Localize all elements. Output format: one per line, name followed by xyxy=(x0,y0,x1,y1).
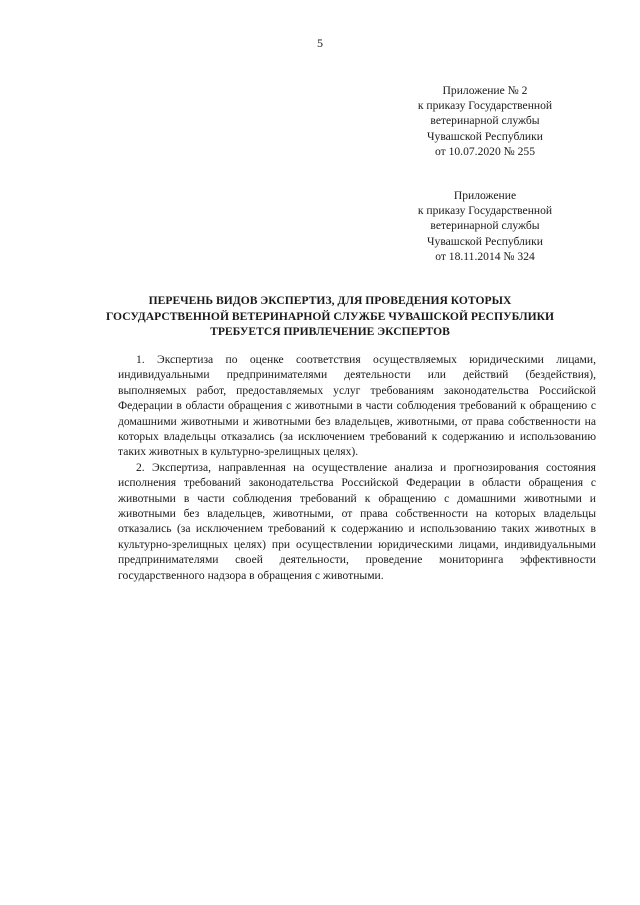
title-line: ПЕРЕЧЕНЬ ВИДОВ ЭКСПЕРТИЗ, ДЛЯ ПРОВЕДЕНИЯ КОТОРЫХ xyxy=(148,294,512,307)
appendix-line: к приказу Государственной xyxy=(417,99,553,113)
document-body xyxy=(118,352,596,583)
title-line: ГОСУДАРСТВЕННОЙ ВЕТЕРИНАРНОЙ СЛУЖБЕ ЧУВАШСКОЙ РЕСПУБЛИКИ xyxy=(105,309,555,323)
appendix-line: ветеринарной службы xyxy=(430,219,540,233)
appendix-line: Чувашской Республики xyxy=(427,234,543,248)
appendix-line: от 10.07.2020 № 255 xyxy=(434,144,536,158)
appendix-line: Чувашской Республики xyxy=(427,129,543,143)
list-item: 2. Экспертиза, направленная на осуществление анализа и прогнозирования состояния исполнения требований законодательства Российской Федерации в области обращения с животными в части соблюдения требований к обращению с домашними животными и животными без владельцев, животными, от права собственности на которых владельцы отказались (за исключением требований к содержанию и использованию таких животных в культурно-зрелищных целях) при осуществлении юридическими лицами, индивидуальными предпринимателями своей деятельности, проведение мониторинга эффективности государственного надзора в обращения с животными. xyxy=(118,460,596,582)
appendix-block-original xyxy=(396,188,574,264)
appendix-line: ветеринарной службы xyxy=(430,114,540,128)
appendix-block-current xyxy=(396,83,574,159)
page-number: 5 xyxy=(317,36,323,50)
appendix-line: Приложение № 2 xyxy=(442,84,528,97)
appendix-line: от 18.11.2014 № 324 xyxy=(435,249,535,263)
title-line: ТРЕБУЕТСЯ ПРИВЛЕЧЕНИЕ ЭКСПЕРТОВ xyxy=(210,325,450,338)
appendix-line: Приложение xyxy=(453,189,517,202)
appendix-line: к приказу Государственной xyxy=(417,204,553,218)
list-item: 1. Экспертиза по оценке соответствия осуществляемых юридическими лицами, индивидуальными предпринимателями деятельности или действий (бездействия), выполняемых работ, предоставляемых услуг требованиям законодательства Российской Федерации в области обращения с животными в части соблюдения требований к обращению с домашними животными и животными без владельцев, животными, от права собственности на которых владельцы отказались (за исключением требований к содержанию и использованию таких животных в культурно-зрелищных целях). xyxy=(118,353,596,459)
document-title xyxy=(60,293,600,340)
